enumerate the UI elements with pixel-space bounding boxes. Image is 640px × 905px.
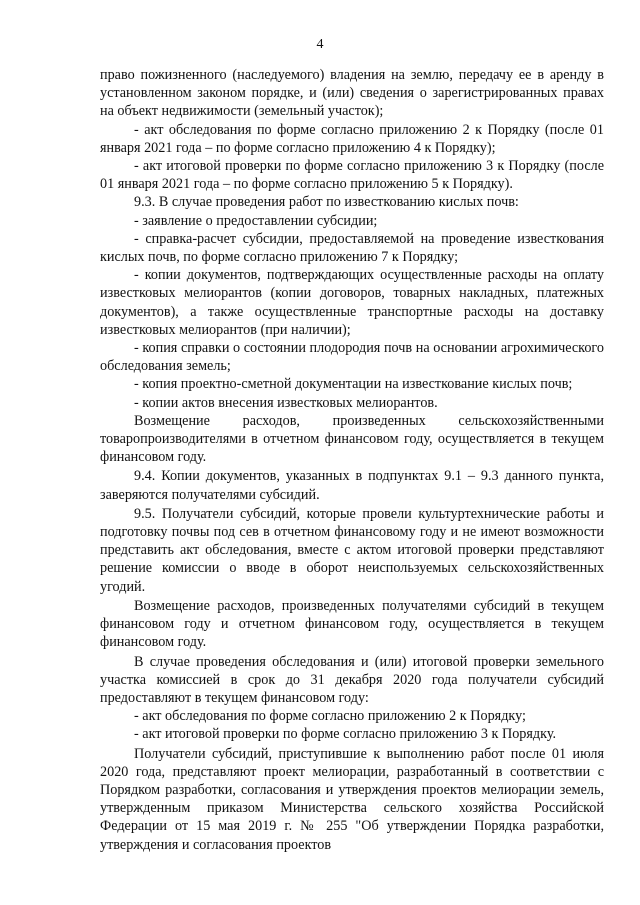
paragraph: - акт обследования по форме согласно приложению 2 к Порядку; [134, 708, 526, 725]
paragraph: 9.3. В случае проведения работ по известкованию кислых почв: [134, 194, 519, 211]
paragraph: Возмещение расходов, произведенных сельскохозяйственными товаропроизводителями в отчетном финансовом году, осуществляется в текущем финансовом году. [100, 412, 604, 466]
paragraph: Получатели субсидий, приступившие к выполнению работ после 01 июля 2020 года, представляют проект мелиорации, разработанный в соответствии с Порядком разработки, согласования и утверждения проектов мелиорации земель, утвержденным приказом Министерства сельского хозяйства Российской Федерации от 15 мая 2019 г. № 255 "Об утверждении Порядка разработки, утверждения и согласования проектов [100, 745, 604, 853]
paragraph: В случае проведения обследования и (или) итоговой проверки земельного участка комиссией в срок до 31 декабря 2020 года получатели субсидий предоставляют в текущем финансовом году: [100, 653, 604, 706]
paragraph: - копии документов, подтверждающих осуществленные расходы на оплату известковых мелиорантов (копии договоров, товарных накладных, платежных документов), а также осуществленные транспортные расходы на доставку известковых мелиорантов (при наличии); [100, 267, 604, 338]
paragraph: - копия проектно-сметной документации на известкование кислых почв; [134, 376, 573, 393]
paragraph: Возмещение расходов, произведенных получателями субсидий в текущем финансовом году и отчетном финансовом году, осуществляется в текущем финансовом году. [100, 597, 604, 651]
paragraph: - акт итоговой проверки по форме согласно приложению 3 к Порядку (после 01 января 2021 года – по форме согласно приложению 5 к Порядку). [100, 158, 604, 193]
page-number: 4 [316, 37, 324, 52]
paragraph: - акт итоговой проверки по форме согласно приложению 3 к Порядку. [134, 726, 557, 743]
document-body [100, 66, 604, 854]
paragraph: - справка-расчет субсидии, предоставляемой на проведение известкования кислых почв, по форме согласно приложению 7 к Порядку; [100, 230, 604, 266]
paragraph: - заявление о предоставлении субсидии; [134, 212, 378, 229]
paragraph: - акт обследования по форме согласно приложению 2 к Порядку (после 01 января 2021 года – по форме согласно приложению 4 к Порядку); [100, 121, 604, 156]
paragraph: - копия справки о состоянии плодородия почв на основании агрохимического обследования земель; [100, 340, 604, 375]
paragraph: 9.5. Получатели субсидий, которые провели культуртехнические работы и подготовку почвы под сев в отчетном финансовому году и не имеют возможности представить акт обследования, вместе с актом итоговой проверки представляют решение комиссии о вводе в оборот неиспользуемых сельскохозяйственных угодий. [100, 505, 604, 595]
paragraph: 9.4. Копии документов, указанных в подпунктах 9.1 – 9.3 данного пункта, заверяются получателями субсидий. [100, 468, 604, 503]
paragraph: - копии актов внесения известковых мелиорантов. [134, 394, 438, 411]
paragraph: право пожизненного (наследуемого) владения на землю, передачу ее в аренду в установленном законом порядке, и (или) сведения о зарегистрированных правах на объект недвижимости (земельный участок); [100, 67, 604, 120]
